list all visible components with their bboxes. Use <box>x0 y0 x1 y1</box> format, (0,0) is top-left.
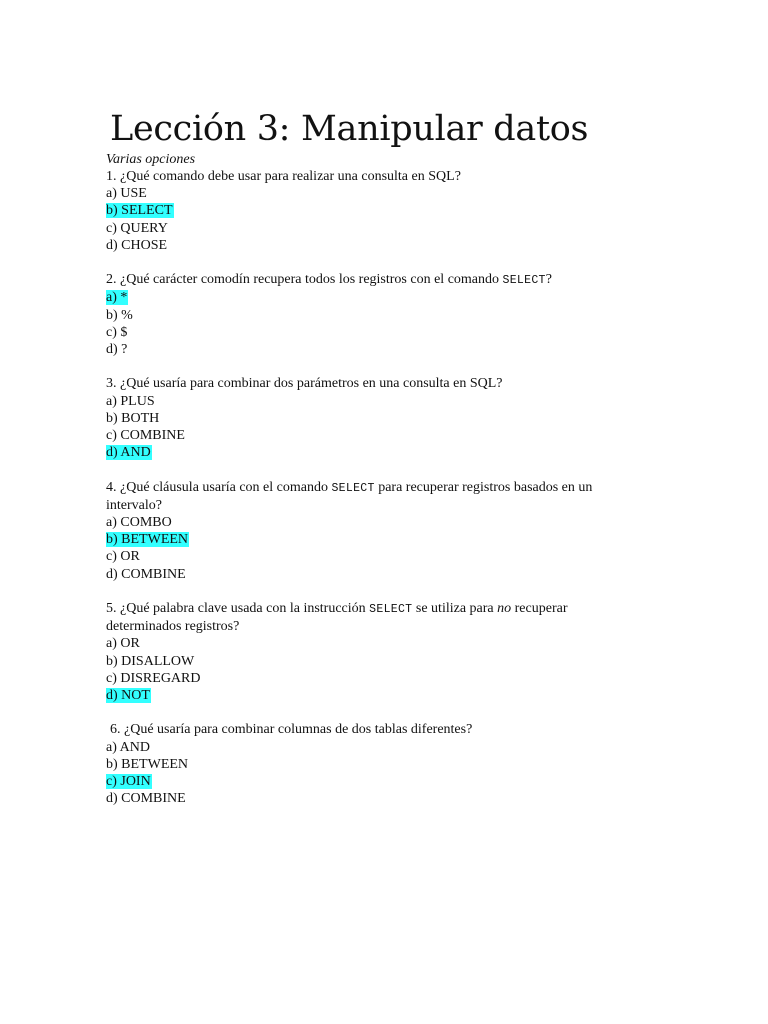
answer-option-label: a) USE <box>106 186 147 202</box>
question-text <box>106 271 646 289</box>
question-text <box>106 168 646 185</box>
answer-option <box>106 653 646 670</box>
answer-option <box>106 307 646 324</box>
answer-option <box>106 393 646 410</box>
answer-option-label: d) CHOSE <box>106 237 168 253</box>
answer-option-label: c) QUERY <box>106 220 168 236</box>
answer-option-correct <box>106 444 646 461</box>
answer-option <box>106 185 646 202</box>
answer-option-label: a) PLUS <box>106 393 155 409</box>
answer-option-label: c) OR <box>106 549 140 565</box>
answer-option <box>106 324 646 341</box>
question-text <box>106 600 646 635</box>
code-keyword: SELECT <box>331 481 375 495</box>
answer-option-label: c) JOIN <box>106 774 151 790</box>
question-text-segment: para recuperar registros basados en un intervalo? <box>106 479 593 513</box>
answer-option-label: b) SELECT <box>106 203 173 219</box>
answer-option-label: b) BOTH <box>106 410 160 426</box>
question-block <box>106 271 646 358</box>
page-title: Lección 3: Manipular datos <box>110 109 589 149</box>
question-block <box>106 375 646 461</box>
question-text-segment: recuperar determinados registros? <box>106 601 568 635</box>
answer-option <box>106 341 646 358</box>
question-text-segment: ? <box>545 272 552 288</box>
question-list <box>106 168 646 825</box>
answer-option <box>106 635 646 652</box>
answer-option-label: d) ? <box>106 342 128 358</box>
code-keyword: SELECT <box>502 274 546 288</box>
answer-option-correct <box>106 687 646 704</box>
answer-option-label: d) AND <box>106 445 151 461</box>
answer-option <box>106 427 646 444</box>
answer-option <box>106 670 646 687</box>
answer-option-label: a) COMBO <box>106 515 172 531</box>
answer-option <box>106 410 646 427</box>
answer-option <box>106 756 646 773</box>
question-text <box>106 375 646 392</box>
answer-option-label: b) BETWEEN <box>106 756 189 772</box>
answer-option-label: b) DISALLOW <box>106 653 195 669</box>
answer-option-label: a) AND <box>106 739 150 755</box>
answer-option <box>106 790 646 807</box>
question-text-segment: 4. ¿Qué cláusula usaría con el comando <box>106 479 332 495</box>
code-keyword: SELECT <box>369 603 413 617</box>
answer-option-label: c) COMBINE <box>106 428 185 444</box>
answer-option-label: a) * <box>106 290 128 306</box>
answer-option-correct <box>106 531 646 548</box>
answer-option-label: c) DISREGARD <box>106 670 201 686</box>
answer-option-label: c) $ <box>106 324 128 340</box>
answer-option-label: d) NOT <box>106 688 150 704</box>
answer-option-correct <box>106 773 646 790</box>
question-block <box>106 600 646 704</box>
answer-option <box>106 548 646 565</box>
question-text-segment: 2. ¿Qué carácter comodín recupera todos los registros con el comando <box>106 272 503 288</box>
emphasis-word: no <box>497 601 512 617</box>
section-subtitle: Varias opciones <box>106 152 196 167</box>
answer-option-label: a) OR <box>106 636 140 652</box>
question-text-segment: 6. ¿Qué usaría para combinar columnas de dos tablas diferentes? <box>110 722 473 738</box>
answer-option <box>106 220 646 237</box>
question-text-segment: se utiliza para <box>412 601 498 617</box>
question-block <box>106 479 646 583</box>
answer-option-correct <box>106 289 646 306</box>
answer-option <box>106 566 646 583</box>
answer-option-correct <box>106 202 646 219</box>
answer-option-label: d) COMBINE <box>106 566 186 582</box>
question-block <box>106 168 646 254</box>
answer-option <box>106 739 646 756</box>
question-block <box>106 721 646 807</box>
answer-option-label: b) BETWEEN <box>106 532 189 548</box>
question-text <box>106 479 646 514</box>
question-text-segment: 3. ¿Qué usaría para combinar dos parámetros en una consulta en SQL? <box>106 376 503 392</box>
answer-option-label: b) % <box>106 307 133 323</box>
question-text <box>106 721 646 738</box>
question-text-segment: 5. ¿Qué palabra clave usada con la instrucción <box>106 601 370 617</box>
answer-option-label: d) COMBINE <box>106 791 186 807</box>
answer-option <box>106 237 646 254</box>
question-text-segment: 1. ¿Qué comando debe usar para realizar una consulta en SQL? <box>106 169 461 184</box>
answer-option <box>106 514 646 531</box>
